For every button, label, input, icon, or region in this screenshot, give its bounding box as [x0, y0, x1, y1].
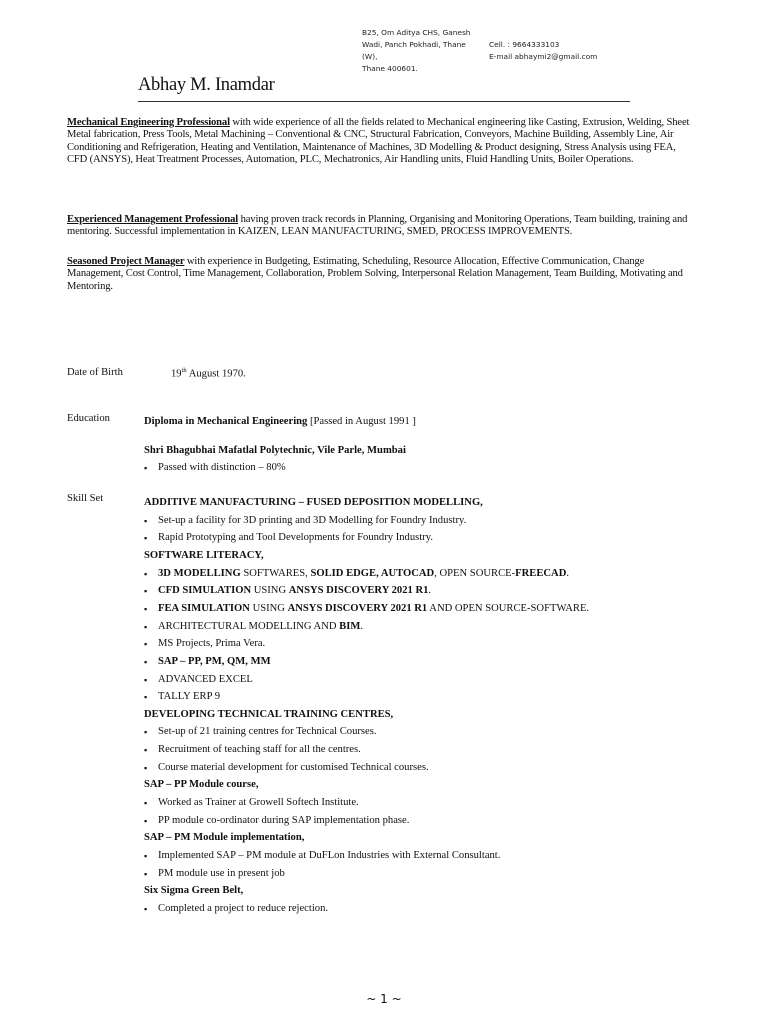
skill-heading: Six Sigma Green Belt,: [144, 885, 244, 897]
list-item: [144, 797, 359, 808]
summary-paragraph: [67, 256, 695, 293]
list-item: [144, 674, 253, 685]
list-item: [144, 868, 285, 879]
item-text: Set-up a facility for 3D printing and 3D Modelling for Foundry Industry.: [158, 514, 467, 526]
list-item: [144, 621, 363, 632]
list-item: [144, 691, 220, 702]
emphasis-text: CFD SIMULATION: [158, 585, 252, 597]
list-item: [144, 762, 429, 773]
emphasis-text: SAP – PP, PM, QM, MM: [158, 655, 271, 667]
list-item: [144, 903, 328, 914]
header-divider: [138, 101, 630, 102]
institute: Shri Bhagubhai Mafatlal Polytechnic, Vile Parle, Mumbai: [144, 445, 406, 456]
list-item: [144, 815, 409, 826]
list-item: [144, 744, 361, 755]
item-text: TALLY ERP 9: [158, 691, 221, 703]
dob-day: 19: [171, 368, 182, 380]
page-number: ~ 1 ~: [366, 992, 402, 1006]
item-text: MS Projects, Prima Vera.: [158, 638, 266, 650]
list-item: [144, 515, 466, 526]
skill-set-label: Skill Set: [67, 493, 104, 504]
skill-heading: DEVELOPING TECHNICAL TRAINING CENTRES,: [144, 708, 394, 720]
item-text: Recruitment of teaching staff for all the centres.: [158, 744, 361, 756]
degree: Diploma in Mechanical Engineering: [144, 416, 308, 427]
list-item: [144, 532, 433, 543]
summary-text: having proven track records in Planning, Organising and Monitoring Operations, Team building, training and mentoring. Successful implementation in KAIZEN, LEAN MANUFACTURING, SMED, PROCESS IMPROVEMENTS.: [67, 214, 688, 238]
emphasis-text: ANSYS DISCOVERY 2021 R1: [287, 602, 428, 614]
item-text: .: [360, 620, 364, 632]
emphasis-text: BIM: [339, 620, 361, 632]
education-label: Education: [67, 413, 110, 424]
emphasis-text: FREECAD: [515, 567, 567, 579]
email-address: E-mail abhaymi2@gmail.com: [489, 52, 598, 61]
dob-rest: August 1970.: [186, 368, 246, 380]
degree-line: [144, 416, 416, 427]
list-item: [144, 603, 589, 614]
item-text: .: [428, 585, 432, 597]
address-line: (W),: [362, 52, 378, 61]
item-text: ADVANCED EXCEL: [158, 673, 253, 685]
summary-lead: Seasoned Project Manager: [67, 256, 185, 267]
summary-lead: Mechanical Engineering Professional: [67, 117, 230, 128]
dob-suffix: th: [181, 367, 187, 374]
list-item: [144, 656, 271, 667]
item-text: .: [566, 567, 570, 579]
dob-label: Date of Birth: [67, 367, 123, 378]
skill-heading: SAP – PP Module course,: [144, 779, 259, 791]
summary-text: with experience in Budgeting, Estimating, Scheduling, Resource Allocation, Effective Communication, Change Management, Cost Control, Time Management, Collaboration, Problem Solving, Interpersonal Relation Management, Team Building, Motivating and Mentoring.: [67, 256, 683, 292]
item-text: Implemented SAP – PM module at DuFLon Industries with External Consultant.: [158, 850, 501, 861]
item-text: SOFTWARES,: [240, 567, 311, 579]
list-item: [144, 726, 377, 737]
address-line: Thane 400601.: [362, 64, 418, 73]
summary-paragraph: [67, 117, 695, 166]
item-text: , OPEN SOURCE-: [434, 567, 516, 579]
summary-paragraph: [67, 214, 695, 239]
dob-value: [171, 367, 246, 380]
list-item: [144, 638, 265, 649]
address-line: Wadi, Panch Pokhadi, Thane: [362, 40, 466, 49]
emphasis-text: SOLID EDGE, AUTOCAD: [310, 567, 435, 579]
list-item: [144, 568, 569, 579]
skill-heading: SAP – PM Module implementation,: [144, 832, 305, 844]
list-item: [144, 585, 431, 596]
contact-block: [362, 27, 598, 75]
candidate-name: Abhay M. Inamdar: [138, 75, 275, 95]
skill-heading: SOFTWARE LITERACY,: [144, 549, 264, 561]
item-text: USING: [249, 602, 288, 614]
summary-text: with wide experience of all the fields related to Mechanical engineering like Casting, Extrusion, Welding, Sheet Metal fabrication, Press Tools, Metal Machining – Conventional & CNC, Structural Fabrication, Conveyors, Machine Building, Assembly Line, Air Conditioning and Refrigeration, Heating and Ventilation, Maintenance of Machines, 3D Modelling & Product designing, Stress Analysis using FEA, CFD (ANSYS), Heat Treatment Processes, Automation, PLC, Mechatronics, Air Handling units, Fluid Handling Units, Boiler Operations.: [67, 117, 690, 165]
emphasis-text: FEA SIMULATION: [158, 602, 250, 614]
item-text: PP module co-ordinator during SAP implementation phase.: [158, 814, 410, 826]
address-line: B25, Om Aditya CHS, Ganesh: [362, 28, 471, 37]
list-item: ▪ Passed with distinction – 80%: [144, 462, 286, 473]
degree-note: [Passed in August 1991 ]: [307, 416, 416, 427]
item-text: USING: [251, 585, 289, 597]
item-text: ARCHITECTURAL MODELLING AND: [158, 620, 340, 632]
cell-number: Cell. : 9664333103: [489, 40, 560, 49]
emphasis-text: ANSYS DISCOVERY 2021 R1: [288, 585, 429, 597]
summary-lead: Experienced Management Professional: [67, 214, 239, 225]
item-text: Worked as Trainer at Growell Softech Institute.: [158, 797, 359, 809]
emphasis-text: 3D MODELLING: [158, 567, 241, 579]
item-text: Rapid Prototyping and Tool Developments for Foundry Industry.: [158, 532, 433, 544]
item-text: Set-up of 21 training centres for Technical Courses.: [158, 726, 377, 738]
item-text: PM module use in present job: [158, 867, 285, 879]
list-item: [144, 850, 500, 861]
skill-heading: ADDITIVE MANUFACTURING – FUSED DEPOSITION MODELLING,: [144, 497, 483, 508]
item-text: AND OPEN SOURCE-SOFTWARE.: [427, 602, 590, 614]
item-text: Course material development for customised Technical courses.: [158, 761, 429, 773]
item-text: Completed a project to reduce rejection.: [158, 902, 329, 914]
